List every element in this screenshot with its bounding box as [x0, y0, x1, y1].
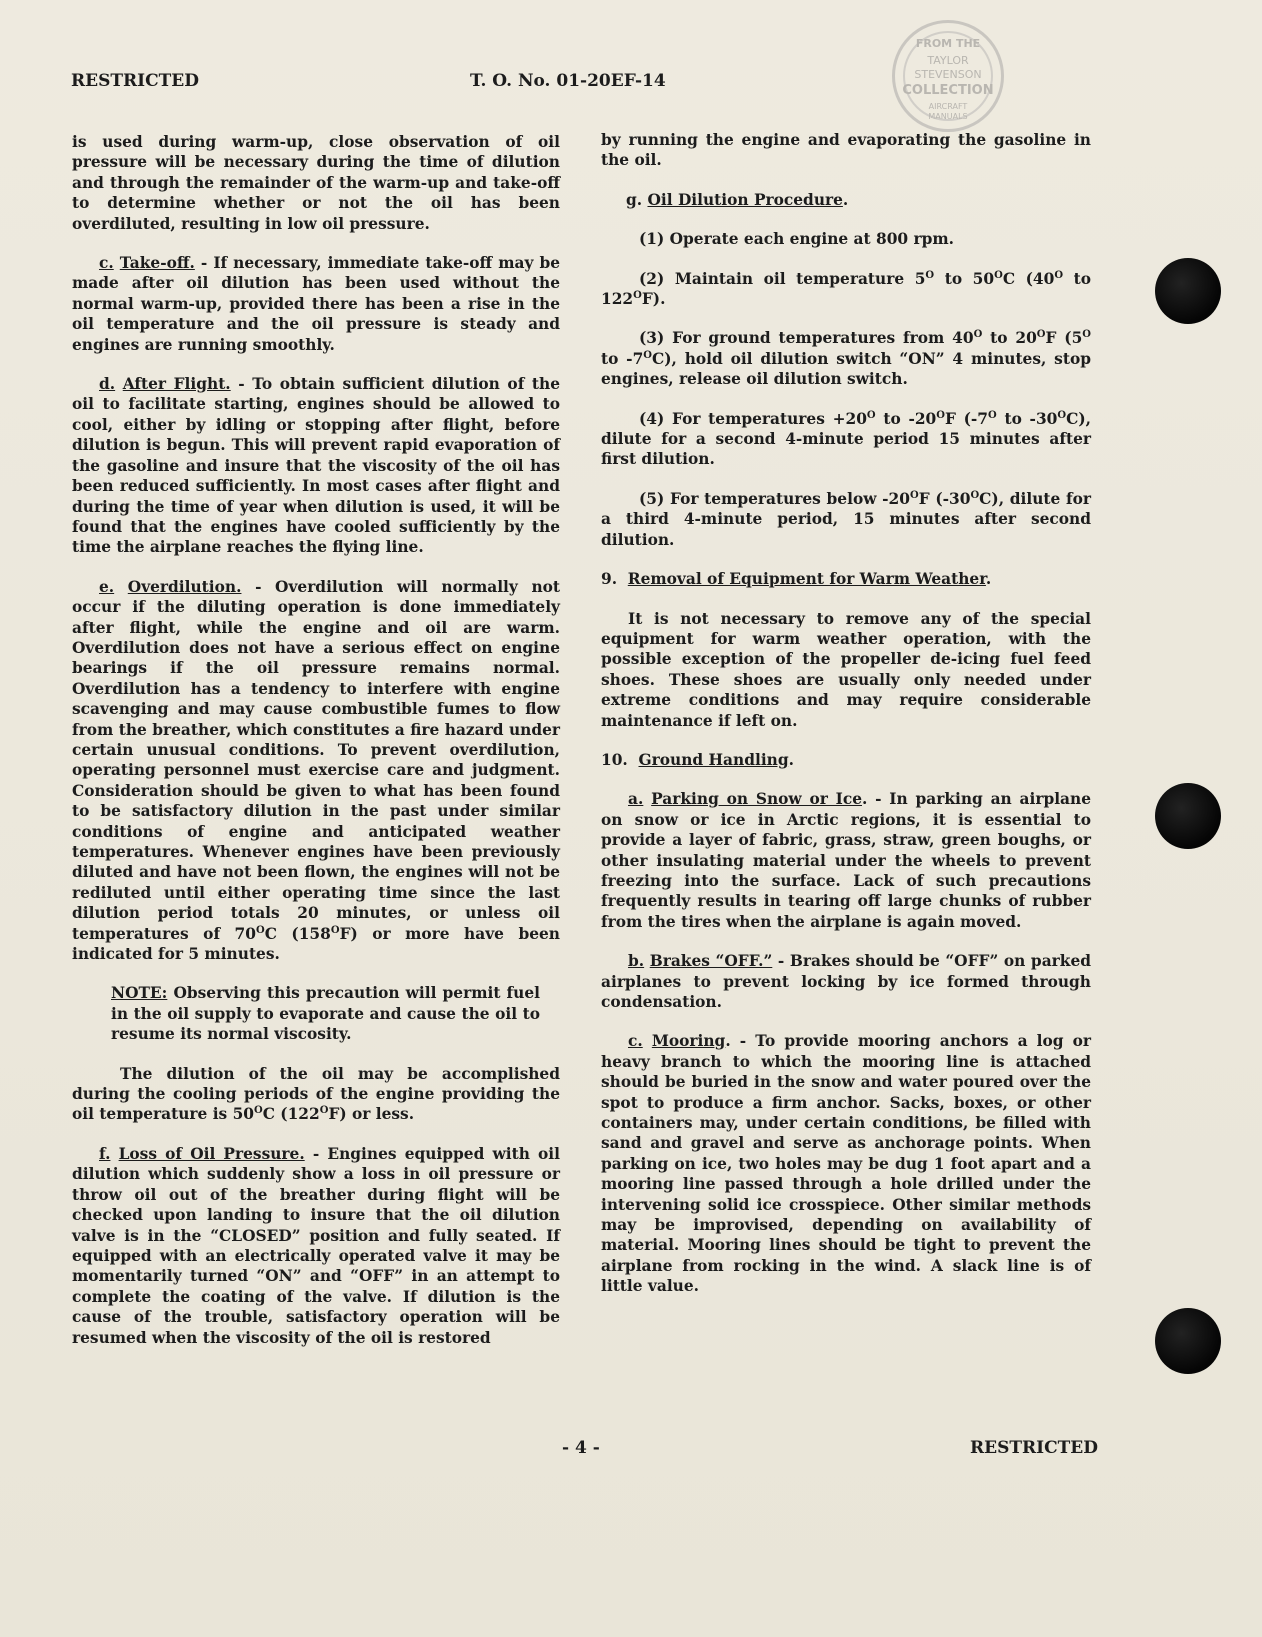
paragraph-text: The dilution of the oil may be accomplished during the cooling periods of the engine providing the oil temperature is 50 — [72, 1064, 560, 1124]
subsection-letter: a. — [628, 790, 644, 809]
left-column — [72, 132, 560, 1367]
heading-section-10 — [601, 750, 1091, 770]
binder-hole — [1155, 1308, 1221, 1374]
step-text: (3) For ground temperatures from 40 — [639, 329, 974, 348]
paragraph-mooring — [601, 1031, 1091, 1296]
section-title: Removal of Equipment for Warm Weather — [627, 570, 986, 589]
stamp-line: FROM THE — [915, 37, 981, 50]
step-text: (5) For temperatures below -20 — [639, 489, 910, 508]
binder-hole — [1155, 783, 1221, 849]
paragraph-continued: is used during warm-up, close observation of oil pressure will be necessary during the time of dilution and through the remainder of the warm-up and take-off to determine whether or not the oil has been overdiluted, resulting in low oil pressure. — [72, 133, 560, 233]
subsection-letter: d. — [99, 375, 116, 394]
header-document-number: T. O. No. 01-20EF-14 — [470, 71, 666, 91]
right-column — [601, 130, 1091, 1316]
paragraph-overdilution — [72, 577, 560, 965]
step-text: to -7 — [601, 349, 644, 368]
paragraph-text: F) or less. — [328, 1105, 415, 1124]
step-text: (2) Maintain oil temperature 5 — [639, 269, 926, 288]
paragraph-warm-weather: It is not necessary to remove any of the special equipment for warm weather operation, with the possible exception of the propeller de-icing fuel feed shoes. These shoes are usually only needed under extreme conditions and may require considerable maintenance if left on. — [601, 609, 1091, 730]
degree-mark: O — [925, 269, 935, 281]
subsection-title: Brakes “OFF.” — [649, 952, 773, 971]
degree-mark: O — [1036, 329, 1046, 341]
subsection-title: After Flight. — [122, 375, 231, 394]
step-text: C), hold oil dilution switch “ON” 4 minutes, stop engines, release oil dilution switch. — [601, 349, 1091, 389]
step-text: F (5 — [1045, 329, 1083, 348]
degree-mark: O — [1057, 409, 1067, 421]
degree-mark: O — [994, 269, 1003, 281]
paragraph-brakes-off — [601, 951, 1091, 1012]
paragraph-after-flight — [72, 374, 560, 558]
subsection-title: Oil Dilution Procedure — [647, 190, 843, 209]
section-title: Ground Handling — [638, 750, 789, 769]
page-number: - 4 - — [562, 1438, 600, 1458]
paragraph-text: F) or more have been indicated for 5 minutes. — [72, 924, 560, 964]
degree-mark: O — [970, 489, 980, 501]
paragraph-text: . - To provide mooring anchors a log or heavy branch to which the mooring line is attached should be buried in the snow and water poured over the spot to produce a firm anchor. Sacks, boxes, or other containers may, under certain conditions, be filled with sand and gravel and serve as anchorage points. When parking on ice, two holes may be dug 1 foot apart and a mooring line passed through a hole drilled under the intervening solid ice crosspiece. Other similar methods may be improvised, depending on availability of material. Mooring lines should be tight to prevent the airplane from rocking in the wind. A slack line is of little value. — [601, 1032, 1092, 1296]
degree-mark: O — [1082, 329, 1091, 341]
degree-mark: O — [909, 489, 919, 501]
stamp-line: COLLECTION — [902, 83, 994, 98]
degree-mark: O — [1054, 269, 1064, 281]
stamp-line: MANUALS — [928, 112, 968, 121]
paragraph-text: - Brakes should be “OFF” on parked airplanes to prevent locking by ice formed through condensation. — [601, 952, 1091, 1011]
step-text: to 122 — [601, 269, 1092, 309]
paragraph-text: - Engines equipped with oil dilution which suddenly show a loss in oil pressure or throw oil out of the breather during flight will be checked upon landing to insure that the oil dilution valve is in the “CLOSED” position and fully seated. If equipped with an electrically operated valve it may be momentarily turned “ON” and “OFF” in an attempt to complete the coating of the valve. If dilution is the cause of the trouble, satisfactory operation will be resumed when the viscosity of the oil is restored — [72, 1144, 561, 1347]
punctuation: . — [788, 750, 794, 769]
step-text: F). — [641, 290, 666, 309]
subsection-title: Take-off. — [119, 254, 195, 273]
section-number: 10. — [601, 750, 628, 769]
step-text: to 20 — [982, 329, 1037, 348]
degree-mark: O — [866, 409, 876, 421]
punctuation: . — [842, 190, 849, 209]
note-text: Observing this precaution will permit fuel in the oil supply to evaporate and cause the oil to resume its normal viscosity. — [111, 984, 540, 1044]
heading-section-9 — [601, 569, 1091, 589]
step-text: C), dilute for a second 4-minute period 15 minutes after first dilution. — [601, 409, 1091, 469]
degree-mark: O — [936, 409, 945, 421]
paragraph-parking-snow-ice — [601, 789, 1091, 932]
step-text: (4) For temperatures +20 — [639, 409, 867, 428]
binder-hole — [1155, 258, 1221, 324]
footer-classification: RESTRICTED — [970, 1438, 1098, 1458]
degree-mark: O — [643, 349, 652, 361]
degree-mark: O — [319, 1105, 329, 1117]
subsection-title: Parking on Snow or Ice — [651, 790, 862, 809]
step-text: to -20 — [875, 409, 937, 428]
degree-mark: O — [988, 409, 997, 421]
step-text: F (-30 — [918, 489, 971, 508]
step-text: C), dilute for a third 4-minute period, 15 minutes after second dilution. — [601, 489, 1092, 549]
degree-mark: O — [633, 289, 642, 301]
step-text: C (40 — [1002, 269, 1055, 288]
subsection-letter: c. — [628, 1032, 643, 1051]
stamp-line: STEVENSON — [914, 68, 982, 81]
paragraph-loss-of-oil-pressure — [72, 1144, 560, 1348]
step-text: to -30 — [996, 409, 1058, 428]
stamp-line: AIRCRAFT — [928, 102, 968, 111]
collection-stamp — [892, 20, 1004, 132]
paragraph-text: - If necessary, immediate take-off may be made after oil dilution has been used without the normal warm-up, provided there has been a rise in the oil temperature and the oil pressure is steady and engines are running smoothly. — [72, 254, 560, 354]
subsection-letter: e. — [99, 577, 115, 596]
punctuation: . — [985, 570, 992, 589]
subsection-letter: b. — [628, 952, 645, 971]
paragraph-text: C (122 — [262, 1105, 320, 1124]
subsection-letter: c. — [99, 254, 114, 273]
degree-mark: O — [973, 329, 983, 341]
degree-mark: O — [253, 1105, 263, 1117]
procedure-step-3 — [601, 328, 1091, 389]
degree-mark: O — [255, 924, 265, 936]
paragraph-text: . - In parking an airplane on snow or ice in Arctic regions, it is essential to provide a layer of fabric, grass, straw, green boughs, or other insulating material under the wheels to prevent freezing into the surface. Lack of such precautions frequently results in tearing off large chunks of rubber from the tires when the airplane is again moved. — [601, 790, 1092, 931]
section-number: 9. — [601, 570, 618, 589]
procedure-step-1: (1) Operate each engine at 800 rpm. — [639, 230, 954, 249]
procedure-step-5 — [601, 489, 1091, 550]
paragraph-text: - Overdilution will normally not occur if the diluting operation is done immediately after flight, while the engine and oil are warm. Overdilution does not have a serious effect on engine bearings if the oil pressure remains normal. Overdilution has a tendency to interfere with engine scavenging and may cause combustible fumes to flow from the breather, which constitutes a fire hazard under certain unusual conditions. To prevent overdilution, operating personnel must exercise care and judgment. Consideration should be given to what has been found to be satisfactory dilution in the past under similar conditions of engine and anticipated weather temperatures. Whenever engines have been previously diluted and have not been flown, the engines will not be rediluted until either operating time since the last dilution period totals 20 minutes, or unless oil temperatures of 70 — [72, 577, 561, 943]
header-classification: RESTRICTED — [71, 71, 199, 91]
subsection-letter: f. — [99, 1144, 111, 1163]
paragraph-dilution-cooling — [72, 1064, 560, 1125]
procedure-step-4 — [601, 409, 1091, 470]
step-text: F (-7 — [944, 409, 989, 428]
stamp-line: TAYLOR — [927, 54, 969, 67]
subsection-letter: g. — [626, 190, 643, 209]
note-block — [111, 983, 540, 1044]
step-text: to 50 — [934, 269, 995, 288]
subsection-title: Overdilution. — [127, 577, 242, 596]
subsection-title: Loss of Oil Pressure. — [118, 1144, 305, 1163]
paragraph-take-off — [72, 253, 560, 355]
procedure-step-2 — [601, 269, 1091, 310]
paragraph-text: C (158 — [264, 924, 331, 943]
paragraph-text: - To obtain sufficient dilution of the oil to facilitate starting, engines should be allowed to cool, either by idling or stopping after flight, before dilution is begun. This will prevent rapid evaporation of the gasoline and insure that the viscosity of the oil has been reduced sufficiently. In most cases after flight and during the time of year when dilution is used, it will be found that the engines have cooled sufficiently by the time the airplane reaches the flying line. — [72, 375, 561, 557]
degree-mark: O — [330, 924, 340, 936]
note-label: NOTE: — [111, 984, 168, 1003]
paragraph-continued: by running the engine and evaporating the gasoline in the oil. — [601, 131, 1091, 170]
subsection-title: Mooring — [651, 1032, 726, 1051]
heading-oil-dilution-procedure — [601, 190, 1091, 210]
